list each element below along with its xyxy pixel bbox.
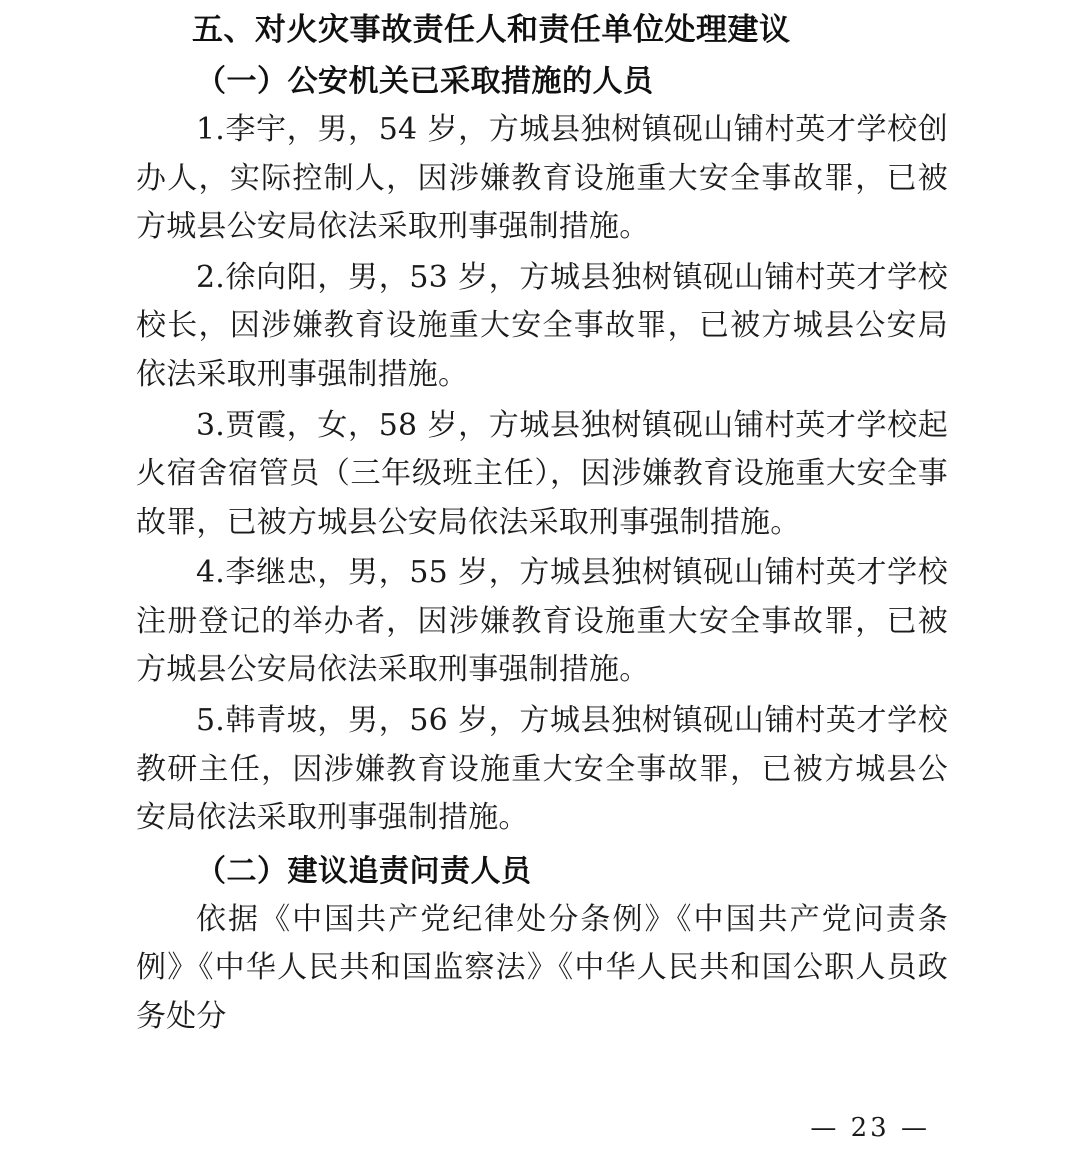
section-heading: 五、对火灾事故责任人和责任单位处理建议	[192, 12, 791, 48]
page-number: — 23 —	[810, 1113, 930, 1143]
list-item: 5.韩青坡，男，56 岁，方城县独树镇砚山铺村英才学校教研主任，因涉嫌教育设施重大安全事故罪，已被方城县公安局依法采取刑事强制措施。	[136, 703, 948, 836]
list-item: 4.李继忠，男，55 岁，方城县独树镇砚山铺村英才学校注册登记的举办者，因涉嫌教育设施重大安全事故罪，已被方城县公安局依法采取刑事强制措施。	[136, 555, 948, 688]
list-item: 1.李宇，男，54 岁，方城县独树镇砚山铺村英才学校创办人，实际控制人，因涉嫌教育设施重大安全事故罪，已被方城县公安局依法采取刑事强制措施。	[136, 111, 948, 245]
subsection-two-heading: （二）建议追责问责人员	[196, 853, 532, 889]
subsection-one-heading: （一）公安机关已采取措施的人员	[196, 63, 654, 99]
closing-paragraph: 依据《中国共产党纪律处分条例》《中国共产党问责条例》《中华人民共和国监察法》《中华人民共和国公职人员政务处分	[136, 901, 948, 1035]
list-item: 3.贾霞，女，58 岁，方城县独树镇砚山铺村英才学校起火宿舍宿管员（三年级班主任），因涉嫌教育设施重大安全事故罪，已被方城县公安局依法采取刑事强制措施。	[136, 407, 948, 540]
list-item: 2.徐向阳，男，53 岁，方城县独树镇砚山铺村英才学校校长，因涉嫌教育设施重大安全事故罪，已被方城县公安局依法采取刑事强制措施。	[136, 259, 948, 392]
